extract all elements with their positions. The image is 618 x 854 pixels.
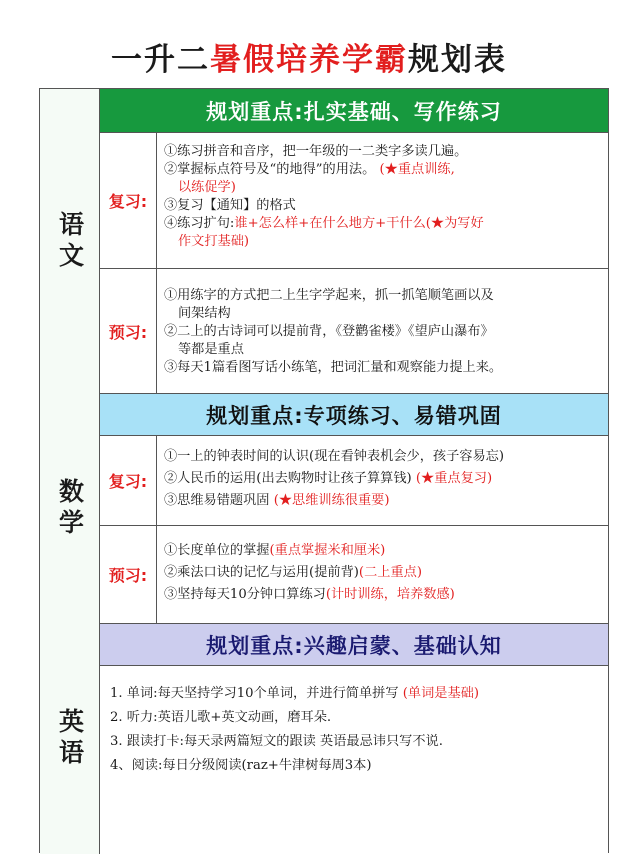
chinese-preview-line-4: 等都是重点 [178,342,244,357]
math-focus-band: 规划重点:专项练习、易错巩固 [100,394,608,436]
chinese-review-line-2 [164,161,604,179]
chinese-preview-lines [164,287,604,377]
math-preview-line-1-note: (重点掌握米和厘米) [269,543,386,558]
math-preview-lines [164,540,604,606]
chinese-preview-line-3: ②二上的古诗词可以提前背，《登鹳雀楼》《望庐山瀑布》 [164,324,494,339]
english-content-row [100,666,608,854]
chinese-review-line-4: ③复习【通知】的格式 [164,198,296,213]
math-review-line-3-text: ③思维易错题巩固 [164,493,270,508]
chinese-preview-tag: 预习: [100,269,157,393]
math-preview-line-3-text: ③坚持每天10分钟口算练习 [164,587,326,602]
math-review-row [100,436,608,526]
math-review-tag: 复习: [100,436,157,525]
english-lines [110,682,604,778]
math-review-line-3 [164,490,604,512]
subject-english [40,624,100,854]
chinese-review-line-3: 以练促学) [178,180,236,195]
title-part-1: 一升二 [111,42,210,78]
chinese-review-lines [164,143,604,251]
math-preview-line-1 [164,540,604,562]
subject-chinese-label: 语文 [55,210,85,273]
title-part-2: 规划表 [408,42,507,78]
chinese-review-tag: 复习: [100,133,157,268]
plan-table [39,88,609,853]
chinese-review-line-5 [164,215,604,233]
subject-chinese [40,89,100,394]
english-line-2: 2. 听力:英语儿歌+英文动画，磨耳朵. [110,710,332,725]
chinese-review-line-5-note: 谁+怎么样+在什么地方+干什么(★为写好 [234,216,484,231]
chinese-preview-row [100,269,608,394]
math-review-line-2-note: (★重点复习) [415,471,493,486]
subject-math [40,394,100,624]
math-review-line-2-text: ②人民币的运用(出去购物时让孩子算算钱) [164,471,412,486]
math-preview-line-3-note: (计时训练，培养数感) [325,587,455,602]
math-preview-line-2-note: (二上重点) [358,565,422,580]
math-preview-line-3 [164,584,604,606]
math-preview-tag: 预习: [100,526,157,623]
chinese-preview-line-5: ③每天1篇看图写话小练笔，把词汇量和观察能力提上来。 [164,360,503,375]
english-focus-band: 规划重点:兴趣启蒙、基础认知 [100,624,608,666]
math-preview-line-2-text: ②乘法口诀的记忆与运用(提前背) [164,565,359,580]
math-review-line-3-note: (★思维训练很重要) [273,493,390,508]
chinese-review-line-2-note: (★重点训练, [379,162,455,177]
english-line-1-text: 1. 单词:每天坚持学习10个单词，并进行简单拼写 [110,686,399,701]
chinese-review-line-6: 作文打基础) [178,234,250,249]
math-preview-row [100,526,608,624]
math-review-line-2 [164,468,604,490]
math-review-line-1: ①一上的钟表时间的认识(现在看钟表机会少，孩子容易忘) [164,449,504,464]
english-line-1-note: (单词是基础) [402,686,479,701]
page-title [0,34,618,79]
english-line-4: 4、阅读:每日分级阅读(raz+牛津树每周3本) [110,758,372,773]
english-line-3: 3. 跟读打卡:每天录两篇短文的跟读 英语最忌讳只写不说. [110,734,443,749]
subject-math-label: 数学 [55,478,85,540]
math-preview-line-1-text: ①长度单位的掌握 [164,543,270,558]
subject-english-label: 英语 [55,708,85,770]
chinese-review-line-2-text: ②掌握标点符号及“的地得”的用法。 [164,162,376,177]
math-preview-line-2 [164,562,604,584]
chinese-review-line-5-label: ④练习扩句: [164,216,235,231]
english-line-1 [110,682,604,706]
chinese-review-line-1: ①练习拼音和音序，把一年级的一二类字多读几遍。 [164,144,468,159]
chinese-preview-line-2: 间架结构 [178,306,231,321]
chinese-focus-band: 规划重点:扎实基础、写作练习 [100,89,608,133]
title-highlight: 暑假培养学霸 [210,42,408,78]
math-review-lines [164,446,604,512]
chinese-preview-line-1: ①用练字的方式把二上生字学起来，抓一抓笔顺笔画以及 [164,288,494,303]
chinese-review-row [100,133,608,269]
